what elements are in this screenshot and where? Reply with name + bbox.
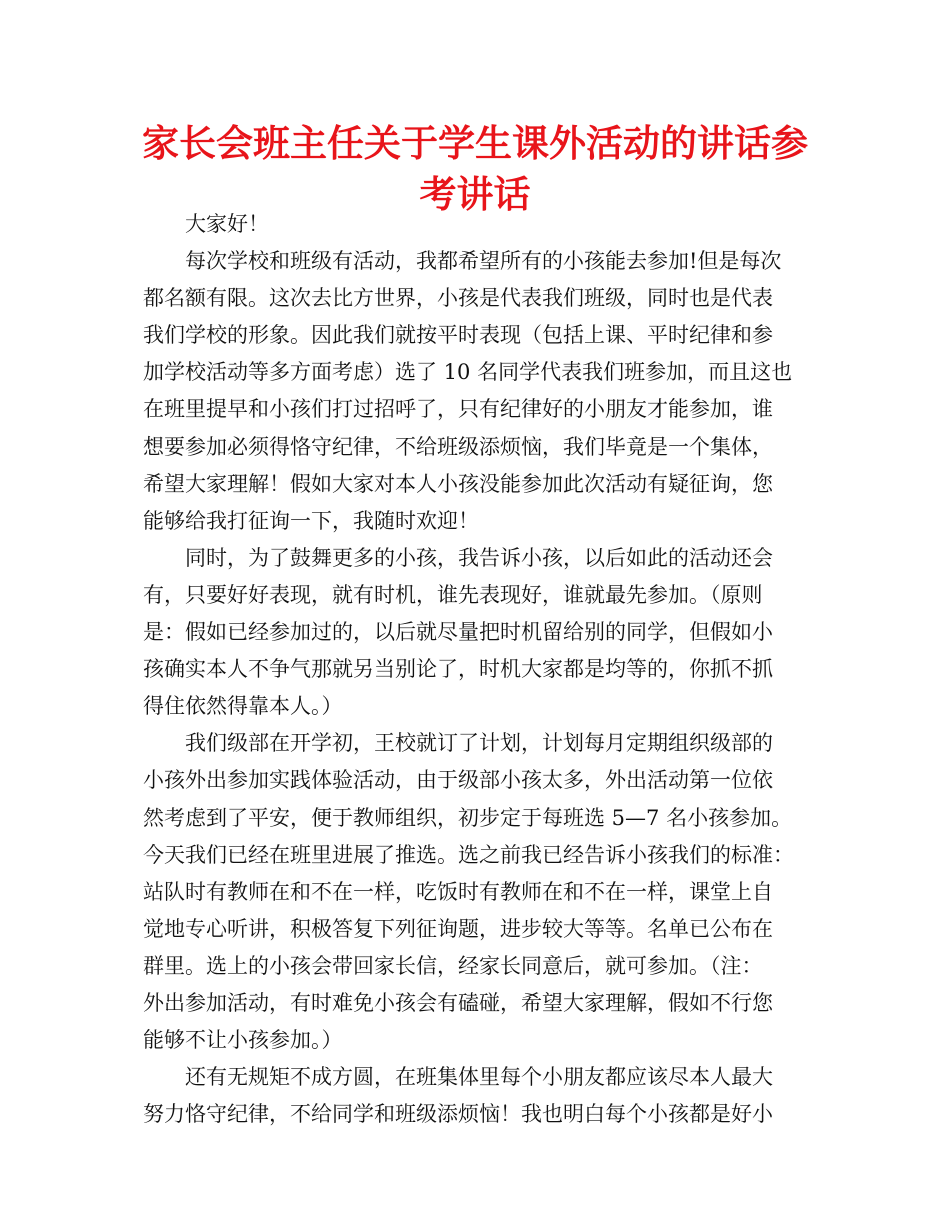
paragraph-3-line-5: 站队时有教师在和不在一样，吃饭时有教师在和不在一样，课堂上自	[143, 879, 773, 904]
paragraph-3-line-2: 小孩外出参加实践体验活动，由于级部小孩太多，外出活动第一位依	[143, 768, 773, 793]
paragraph-3-line-4: 今天我们已经在班里进展了推选。选之前我已经告诉小孩我们的标准：	[143, 842, 794, 867]
paragraph-2-line-4: 孩确实本人不争气那就另当别论了，时机大家都是均等的，你抓不抓	[143, 657, 773, 682]
paragraph-3-line-8: 外出参加活动，有时难免小孩会有磕碰，希望大家理解，假如不行您	[143, 990, 773, 1015]
paragraph-3-line-9: 能够不让小孩参加。）	[143, 1028, 343, 1053]
paragraph-2-line-1: 同时，为了鼓舞更多的小孩，我告诉小孩，以后如此的活动还会	[185, 545, 773, 570]
title-line-2: 考讲话	[419, 173, 531, 216]
paragraph-1-line-7: 希望大家理解！假如大家对本人小孩没能参加此次活动有疑征询，您	[143, 471, 773, 496]
paragraph-3-line-7: 群里。选上的小孩会带回家长信，经家长同意后，就可参加。（注：	[143, 953, 763, 978]
paragraph-1-line-5: 在班里提早和小孩们打过招呼了，只有纪律好的小朋友才能参加，谁	[143, 397, 773, 422]
paragraph-3-line-1: 我们级部在开学初，王校就订了计划，计划每月定期组织级部的	[185, 731, 773, 756]
paragraph-3-line-3: 然考虑到了平安，便于教师组织，初步定于每班选 5—7 名小孩参加。	[143, 805, 793, 830]
paragraph-1-line-2: 都名额有限。这次去比方世界，小孩是代表我们班级，同时也是代表	[143, 286, 773, 311]
paragraph-1-line-4: 加学校活动等多方面考虑）选了 10 名同学代表我们班参加，而且这也	[143, 360, 793, 385]
paragraph-4-line-2: 努力恪守纪律，不给同学和班级添烦恼！我也明白每个小孩都是好小	[143, 1102, 773, 1127]
document-body	[143, 206, 811, 1133]
paragraph-1-line-6: 想要参加必须得恪守纪律，不给班级添烦恼，我们毕竟是一个集体，	[143, 434, 773, 459]
document-title	[80, 118, 870, 220]
paragraph-2-line-5: 得住依然得靠本人。）	[143, 694, 343, 719]
paragraph-4-line-1: 还有无规矩不成方圆，在班集体里每个小朋友都应该尽本人最大	[185, 1065, 773, 1090]
paragraph-1-line-1: 每次学校和班级有活动，我都希望所有的小孩能去参加!但是每次	[185, 249, 782, 274]
paragraph-1-line-8: 能够给我打征询一下，我随时欢迎！	[143, 508, 479, 533]
paragraph-2-line-2: 有，只要好好表现，就有时机，谁先表现好，谁就最先参加。（原则	[143, 582, 763, 607]
paragraph-2-line-3: 是：假如已经参加过的，以后就尽量把时机留给别的同学，但假如小	[143, 620, 773, 645]
paragraph-3-line-6: 觉地专心听讲，积极答复下列征询题，进步较大等等。名单已公布在	[143, 916, 773, 941]
title-line-1: 家长会班主任关于学生课外活动的讲话参	[142, 122, 808, 165]
greeting-line: 大家好！	[185, 212, 269, 236]
paragraph-1-line-3: 我们学校的形象。因此我们就按平时表现（包括上课、平时纪律和参	[143, 323, 773, 348]
